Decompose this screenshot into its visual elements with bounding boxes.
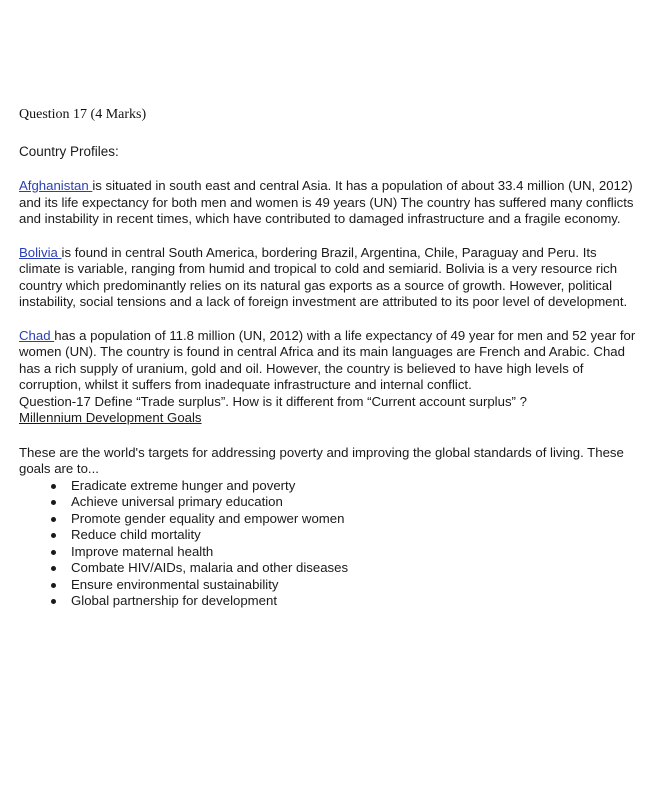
bullet-icon (51, 583, 56, 588)
question-line: Question-17 Define “Trade surplus”. How is it different from “Current account surplus” ? (19, 393, 527, 409)
list-item: Global partnership for development (51, 593, 639, 610)
bullet-icon (51, 533, 56, 538)
list-item: Achieve universal primary education (51, 494, 639, 511)
bullet-icon (51, 517, 56, 522)
list-item: Ensure environmental sustainability (51, 577, 639, 594)
profile-bolivia (19, 245, 639, 311)
list-item: Promote gender equality and empower women (51, 511, 639, 528)
list-item: Combate HIV/AIDs, malaria and other diseases (51, 560, 639, 577)
list-item: Reduce child mortality (51, 527, 639, 544)
goals-list (19, 478, 639, 610)
question-title: Question 17 (4 Marks) (19, 107, 147, 122)
link-afghanistan[interactable]: Afghanistan (19, 178, 93, 193)
bullet-icon (51, 550, 56, 555)
profile-text: is situated in south east and central Asia. It has a population of about 33.4 million (UN, 2012) and its life expectancy for both men and women is 49 years (UN) The country has suffered many conflicts and instability in recent times, which have contributed to damaged infrastructure and a fragile economy. (19, 178, 634, 226)
profile-chad (19, 328, 639, 394)
profile-text: is found in central South America, bordering Brazil, Argentina, Chile, Paraguay and Peru. Its climate is variable, ranging from humid and tropical to cold and semiarid. Bolivia is a very resource rich country which predominantly relies on its natural gas exports as a source of growth. However, political instability, social tensions and a lack of foreign investment are attributed to its poor level of development. (19, 244, 628, 309)
link-chad[interactable]: Chad (19, 327, 55, 343)
section-intro: Country Profiles: (19, 144, 119, 159)
bullet-icon (51, 599, 56, 604)
profile-afghanistan (19, 178, 639, 228)
bullet-icon (51, 484, 56, 489)
bullet-icon (51, 566, 56, 571)
profile-text: has a population of 11.8 million (UN, 2012) with a life expectancy of 49 year for men and 52 year for women (UN). The country is found in central Africa and its main languages are French and Arabic. Chad has a rich supply of uranium, gold and oil. However, the country is believed to have high levels of corruption, whilst it suffers from inadequate infrastructure and internal conflict. (19, 327, 636, 392)
link-bolivia[interactable]: Bolivia (19, 244, 62, 260)
bullet-icon (51, 500, 56, 505)
list-item: Eradicate extreme hunger and poverty (51, 478, 639, 495)
goals-intro: These are the world's targets for addressing poverty and improving the global standards of living. These goals are to... (19, 444, 624, 476)
document-page (19, 106, 639, 610)
list-item: Improve maternal health (51, 544, 639, 561)
mdg-heading: Millennium Development Goals (19, 410, 202, 425)
